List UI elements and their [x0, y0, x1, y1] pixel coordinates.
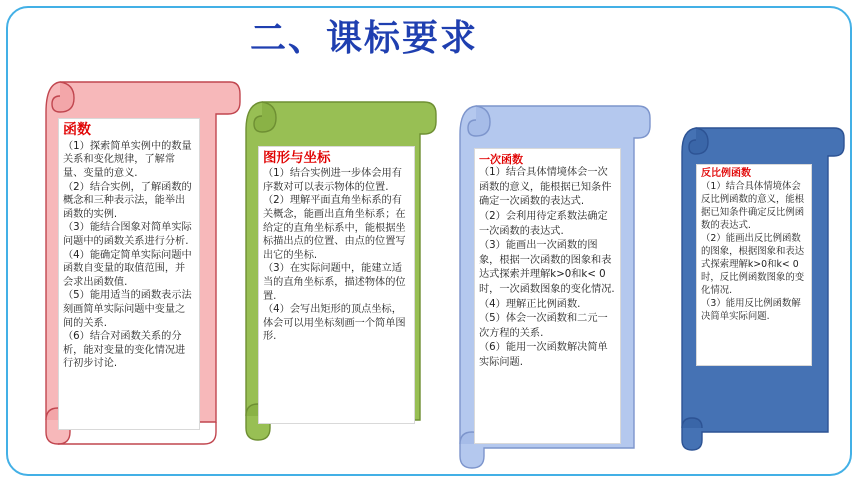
requirement-item: （2）理解平面直角坐标系的有关概念，能画出直角坐标系；在给定的直角坐标系中，能根据坐标描出点的位置、由点的位置写出它的坐标.: [263, 195, 406, 261]
requirement-item: （3）能画出一次函数的图象，根据一次函数的图象和表达式探索并理解k>0和k< 0时，一次函数图象的变化情况.: [479, 240, 615, 295]
card-linear-function: [474, 148, 621, 444]
requirement-item: （1）结合具体情境体会反比例函数的意义，能根据已知条件确定反比例函数的表达式.: [701, 181, 805, 231]
requirement-item: （3）能用反比例函数解决简单实际问题.: [701, 298, 801, 322]
card-body: [263, 167, 410, 344]
card-heading: 图形与坐标: [263, 150, 331, 166]
card-inverse-function: [696, 164, 812, 366]
card-heading: 函数: [63, 122, 91, 138]
requirement-item: （1）结合具体情境体会一次函数的意义，能根据已知条件确定一次函数的表达式.: [479, 167, 612, 208]
requirement-item: （6）能用一次函数解决简单实际问题.: [479, 342, 608, 368]
requirement-item: （4）会写出矩形的顶点坐标，体会可以用坐标刻画一个简单图形.: [263, 304, 406, 343]
requirement-item: （2）结合实例，了解函数的概念和三种表示法，能举出函数的实例.: [63, 181, 192, 220]
requirement-item: （1）探索简单实例中的数量关系和变化规律，了解常量、变量的意义.: [63, 140, 192, 179]
card-heading: 一次函数: [479, 153, 523, 166]
card-coordinates: [258, 146, 415, 424]
card-heading: 反比例函数: [701, 168, 751, 179]
requirement-item: （4）能确定简单实际问题中函数自变量的取值范围，并会求出函数值.: [63, 249, 192, 288]
card-body: [63, 140, 195, 371]
requirement-item: （4）理解正比例函数.: [479, 298, 581, 310]
requirement-item: （5）体会一次函数和二元一次方程的关系.: [479, 313, 608, 339]
slide-title: 二、课标要求: [250, 18, 479, 59]
requirement-item: （2）能画出反比例函数的图象，根据图象和表达式探索理解k>0和k< 0时，反比例函数图象的变化情况.: [701, 233, 805, 296]
card-body: [479, 166, 616, 370]
card-body: [701, 180, 808, 323]
requirement-item: （5）能用适当的函数表示法刻画简单实际问题中变量之间的关系.: [63, 290, 192, 329]
requirement-item: （1）结合实例进一步体会用有序数对可以表示物体的位置.: [263, 168, 402, 193]
requirement-item: （2）会利用待定系数法确定一次函数的表达式.: [479, 210, 608, 237]
requirement-item: （3）在实际问题中，能建立适当的直角坐标系，描述物体的位置.: [263, 263, 406, 302]
requirement-item: （6）结合对函数关系的分析，能对变量的变化情况进行初步讨论.: [63, 331, 186, 370]
requirement-item: （3）能结合图象对简单实际问题中的函数关系进行分析.: [63, 222, 192, 247]
card-functions: [58, 118, 200, 430]
